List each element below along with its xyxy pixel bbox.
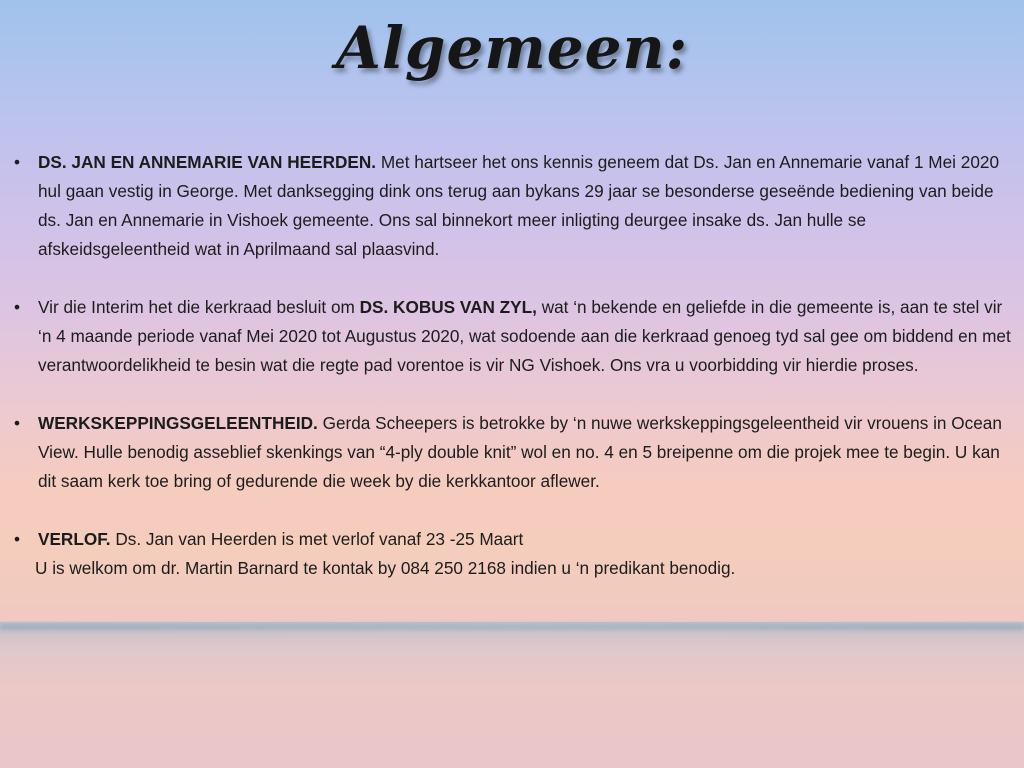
item-heading: DS. KOBUS VAN ZYL, bbox=[359, 297, 537, 317]
slide-title: Algemeen: bbox=[335, 14, 689, 82]
announcement-list bbox=[14, 148, 1014, 583]
bullet-icon: • bbox=[14, 152, 21, 172]
item-intro: Vir die Interim het die kerkraad besluit om bbox=[38, 297, 360, 317]
item-heading: DS. JAN EN ANNEMARIE VAN HEERDEN. bbox=[38, 152, 377, 172]
item-text: wat ‘n bekende en geliefde in die gemeente is, aan te stel vir ‘n 4 maande periode vanaf Mei 2020 tot Augustus 2020, wat sodoende aan die kerkraad genoeg tyd sal gee om biddend en met verantwoordelikheid te besin wat die regte pad vorentoe is vir NG Vishoek. Ons vra u voorbidding vir hierdie proses. bbox=[38, 297, 1011, 375]
announcement-item-interim bbox=[14, 293, 1014, 380]
bullet-icon: • bbox=[14, 529, 21, 549]
announcement-item-werkskepping bbox=[14, 409, 1014, 496]
bullet-icon: • bbox=[14, 413, 21, 433]
bullet-icon: • bbox=[14, 297, 21, 317]
item-contact-line: U is welkom om dr. Martin Barnard te kontak by 084 250 2168 indien u ‘n predikant benodig. bbox=[35, 558, 736, 578]
sea-horizon bbox=[0, 622, 1024, 768]
item-text: Ds. Jan van Heerden is met verlof vanaf 23 -25 Maart bbox=[110, 529, 524, 549]
announcement-item-verlof bbox=[14, 525, 1014, 583]
announcement-item-vertrek bbox=[14, 148, 1014, 264]
item-heading: WERKSKEPPINGSGELEENTHEID. bbox=[38, 413, 318, 433]
item-heading: VERLOF. bbox=[38, 529, 111, 549]
horizon-line bbox=[0, 624, 1024, 630]
item-text: Gerda Scheepers is betrokke by ‘n nuwe werkskeppingsgeleentheid vir vrouens in Ocean View. Hulle benodig asseblief skenkings van “4-ply double knit” wol en no. 4 en 5 breipenne om die projek mee te begin. U kan dit saam kerk toe bring of gedurende die week by die kerkkantoor aflewer. bbox=[38, 413, 1002, 491]
item-text: Met hartseer het ons kennis geneem dat Ds. Jan en Annemarie vanaf 1 Mei 2020 hul gaan vestig in George. Met danksegging dink ons terug aan bykans 29 jaar se besonderse geseënde bediening van beide ds. Jan en Annemarie in Vishoek gemeente. Ons sal binnekort meer inligting deurgee insake ds. Jan hulle se afskeidsgeleentheid wat in Aprilmaand sal plaasvind. bbox=[38, 152, 999, 259]
